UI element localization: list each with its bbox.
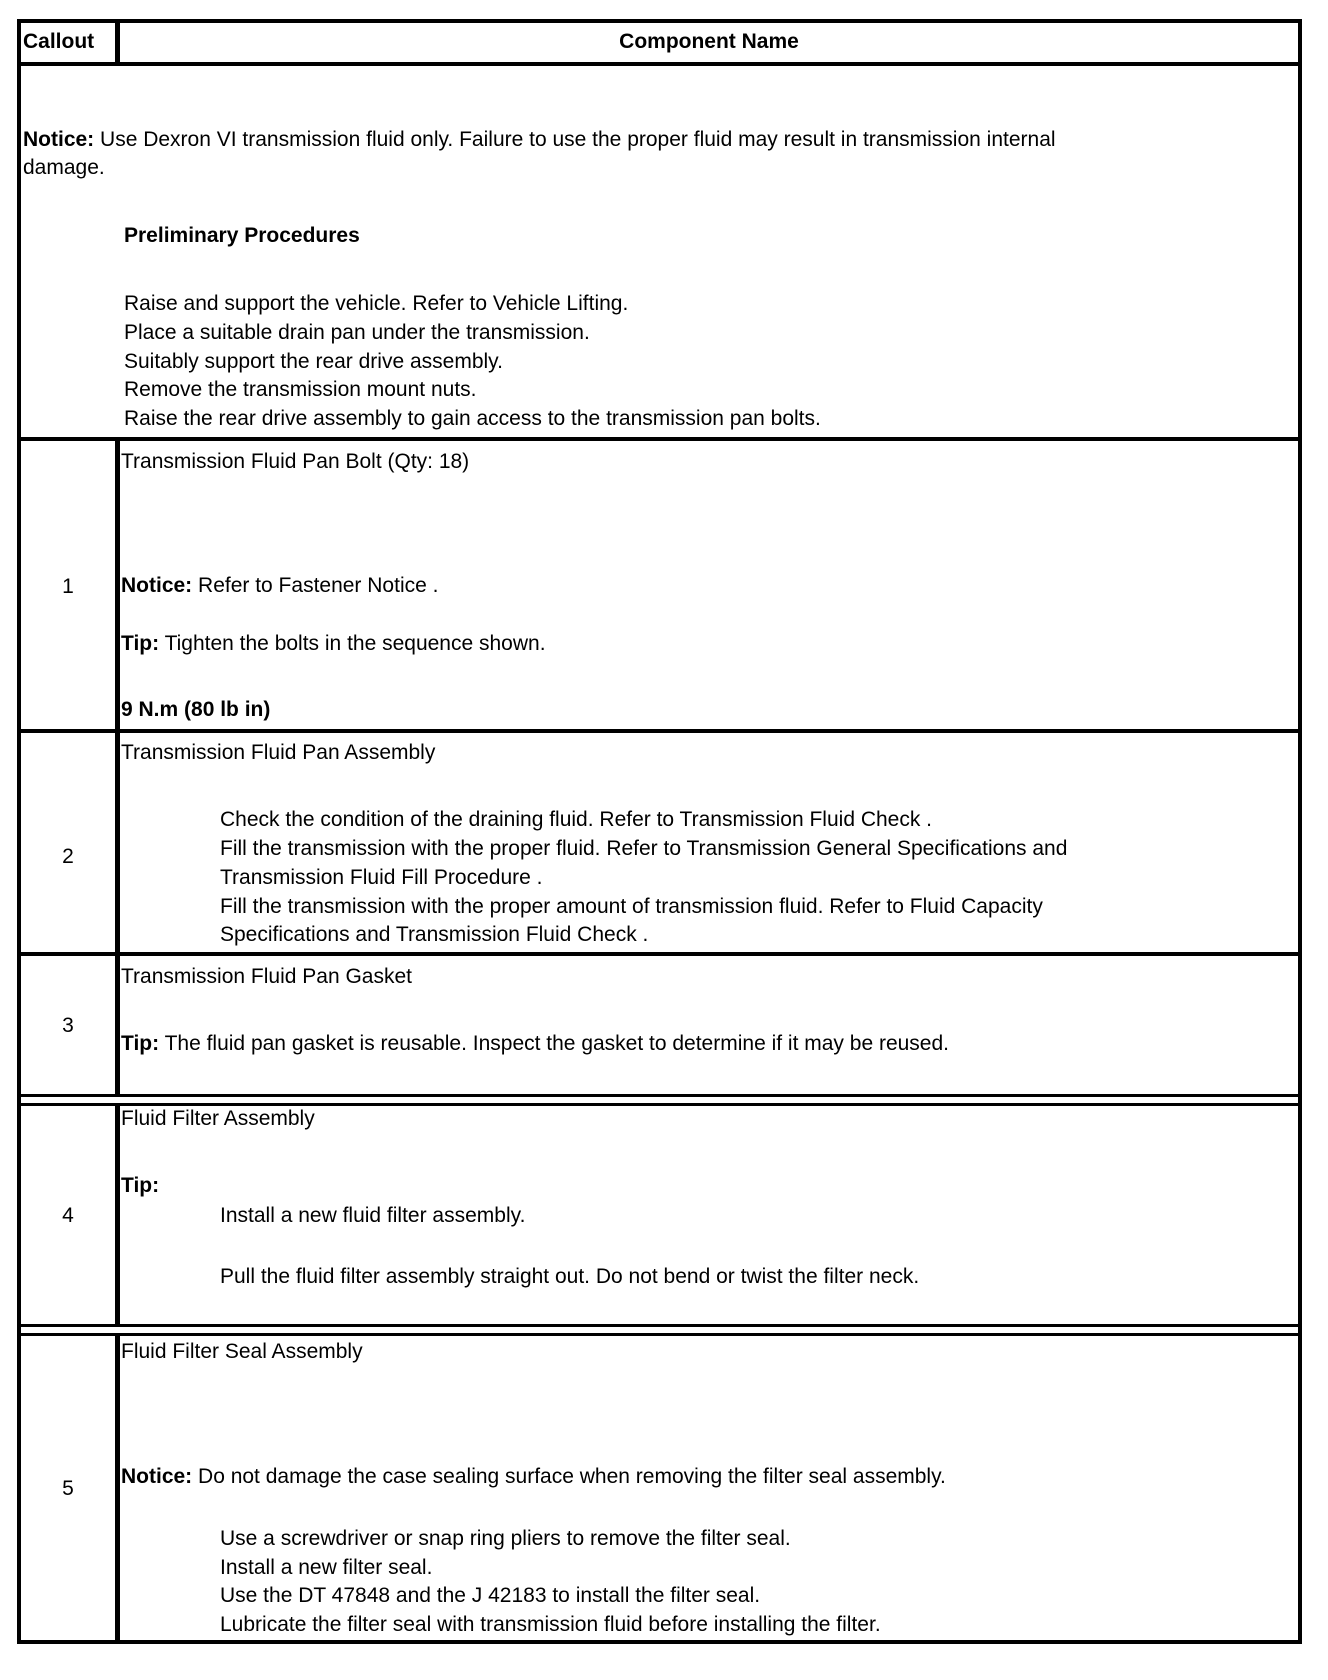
callout-number: 4: [62, 1204, 74, 1227]
instruction-line: Transmission Fluid Fill Procedure .: [220, 866, 543, 889]
row-divider: [21, 729, 1298, 733]
header-divider: [21, 62, 1298, 66]
component-title: Transmission Fluid Pan Gasket: [121, 965, 412, 988]
row-tip: [121, 1031, 949, 1057]
step: Place a suitable drain pan under the transmission.: [124, 321, 590, 344]
step: Raise and support the vehicle. Refer to Vehicle Lifting.: [124, 292, 629, 315]
header-callout: Callout: [23, 30, 95, 53]
callout-number: 2: [62, 845, 74, 868]
step: Raise the rear drive assembly to gain access to the transmission pan bolts.: [124, 407, 821, 430]
row-divider: [21, 952, 1298, 956]
notice-label: Notice:: [121, 574, 193, 597]
row-divider-double: [21, 1324, 1298, 1336]
instruction-line: Fill the transmission with the proper amount of transmission fluid. Refer to Fluid Capacity: [220, 895, 1043, 918]
instruction-line: Check the condition of the draining fluid. Refer to Transmission Fluid Check .: [220, 808, 933, 831]
intro-notice-cont: damage.: [23, 156, 105, 179]
component-title: Transmission Fluid Pan Assembly: [121, 741, 436, 764]
instruction-line: Lubricate the filter seal with transmission fluid before installing the filter.: [220, 1613, 881, 1636]
intro-notice: [23, 127, 1056, 153]
step: Suitably support the rear drive assembly.: [124, 350, 503, 373]
callout-number: 5: [62, 1477, 74, 1500]
tip-text: Tighten the bolts in the sequence shown.: [159, 632, 546, 655]
preliminary-title: Preliminary Procedures: [124, 224, 360, 247]
row-notice: [121, 1464, 946, 1490]
instruction-line: Install a new filter seal.: [220, 1556, 433, 1579]
header-component-name: Component Name: [619, 30, 799, 53]
instruction-line: Use the DT 47848 and the J 42183 to install the filter seal.: [220, 1584, 761, 1607]
tip-label: Tip:: [121, 1032, 160, 1055]
notice-text: Use Dexron VI transmission fluid only. Failure to use the proper fluid may result in transmission internal: [94, 128, 1056, 151]
notice-text: Do not damage the case sealing surface when removing the filter seal assembly.: [192, 1465, 946, 1488]
instruction-line: Fill the transmission with the proper fluid. Refer to Transmission General Specifications and: [220, 837, 1068, 860]
callout-number: 1: [62, 575, 74, 598]
instruction-line: Specifications and Transmission Fluid Check .: [220, 923, 649, 946]
step: Remove the transmission mount nuts.: [124, 378, 477, 401]
instruction-line: Pull the fluid filter assembly straight out. Do not bend or twist the filter neck.: [220, 1265, 920, 1288]
callout-number: 3: [62, 1014, 74, 1037]
row-notice: [121, 573, 438, 599]
component-title: Fluid Filter Seal Assembly: [121, 1340, 363, 1363]
instruction-line: Install a new fluid filter assembly.: [220, 1204, 526, 1227]
notice-label: Notice:: [23, 128, 95, 151]
row-tip: [121, 631, 546, 657]
component-table: [17, 19, 1302, 1644]
component-title: Fluid Filter Assembly: [121, 1107, 315, 1130]
row-divider-double: [21, 1094, 1298, 1106]
tip-label: Tip:: [121, 632, 160, 655]
instruction-line: Use a screwdriver or snap ring pliers to remove the filter seal.: [220, 1527, 791, 1550]
tip-label: Tip:: [121, 1174, 160, 1197]
component-title: Transmission Fluid Pan Bolt (Qty: 18): [121, 450, 470, 473]
column-divider: [115, 437, 120, 1640]
tip-text: The fluid pan gasket is reusable. Inspect the gasket to determine if it may be reused.: [159, 1032, 949, 1055]
torque-spec: 9 N.m (80 lb in): [121, 698, 271, 721]
notice-text: Refer to Fastener Notice .: [192, 574, 439, 597]
row-divider: [21, 437, 1298, 441]
notice-label: Notice:: [121, 1465, 193, 1488]
